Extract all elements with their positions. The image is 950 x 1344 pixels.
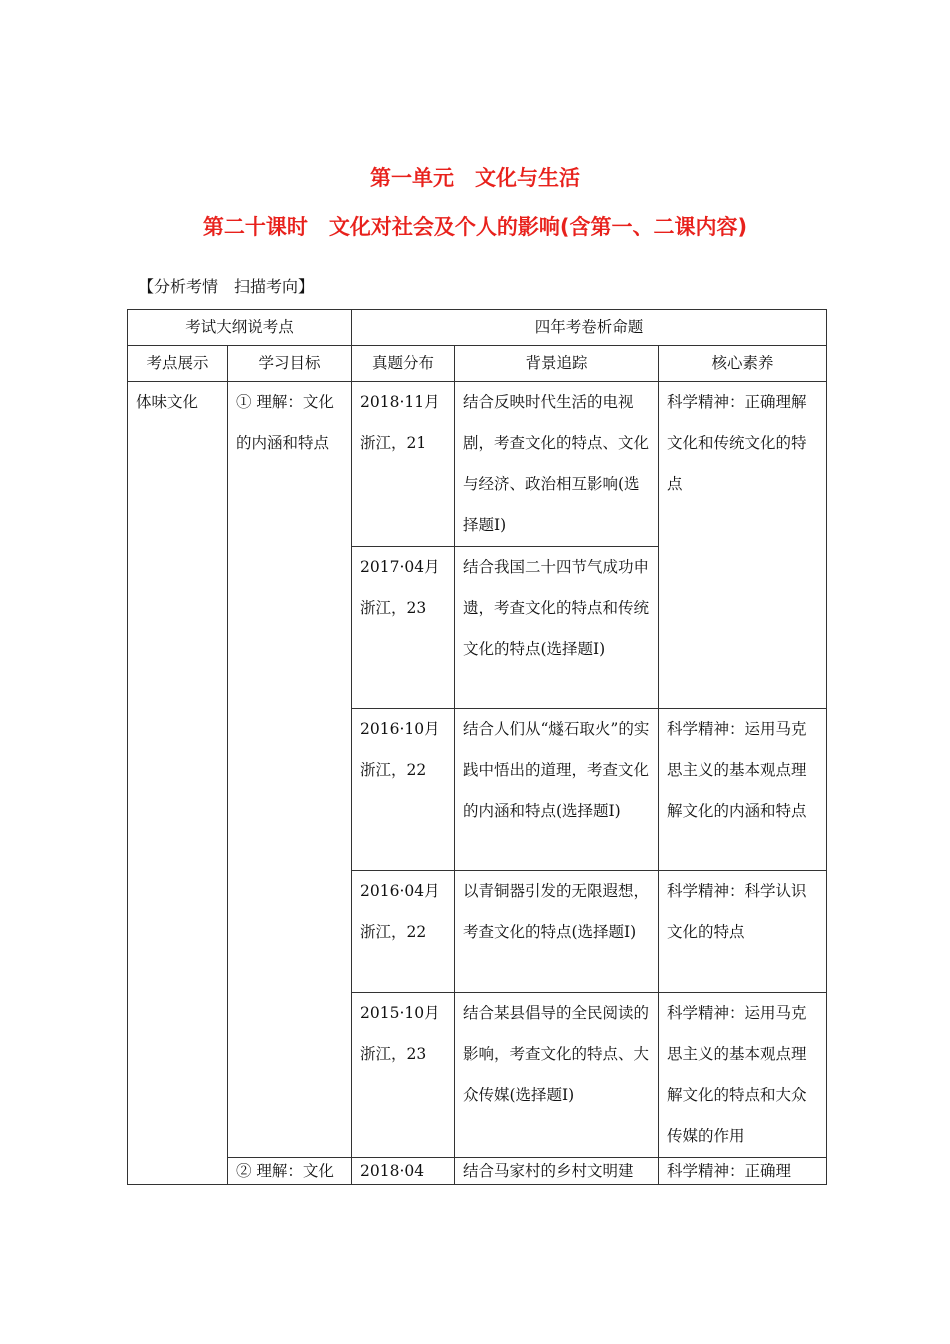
literacy-cell: 科学精神：运用马克思主义的基本观点理解文化的特点和大众传媒的作用 — [659, 993, 827, 1158]
exam-cell: 2016·10月浙江，22 — [352, 709, 455, 871]
literacy-cell: 科学精神：正确理 — [659, 1158, 827, 1185]
table-row — [128, 382, 827, 547]
column-header-goal: 学习目标 — [228, 346, 352, 382]
column-header-literacy: 核心素养 — [659, 346, 827, 382]
column-header-background: 背景追踪 — [455, 346, 659, 382]
topic-cell: 体味文化 — [128, 382, 228, 1185]
background-cell: 以青铜器引发的无限遐想，考查文化的特点(选择题Ⅰ) — [455, 871, 659, 993]
section-label: 【分析考情 扫描考向】 — [138, 277, 315, 296]
background-cell: 结合反映时代生活的电视剧，考查文化的特点、文化与经济、政治相互影响(选择题Ⅰ) — [455, 382, 659, 547]
literacy-cell: 科学精神：运用马克思主义的基本观点理解文化的内涵和特点 — [659, 709, 827, 871]
exam-cell: 2016·04月浙江，22 — [352, 871, 455, 993]
exam-cell: 2017·04月浙江，23 — [352, 547, 455, 709]
exam-analysis-table — [127, 309, 827, 1185]
background-cell: 结合我国二十四节气成功申遗，考查文化的特点和传统文化的特点(选择题Ⅰ) — [455, 547, 659, 709]
column-header-exam: 真题分布 — [352, 346, 455, 382]
exam-cell: 2018·11月浙江，21 — [352, 382, 455, 547]
goal-cell: ① 理解：文化的内涵和特点 — [228, 382, 352, 1158]
group-header-exams: 四年考卷析命题 — [352, 310, 827, 346]
table-column-header-row — [128, 346, 827, 382]
background-cell: 结合马家村的乡村文明建 — [455, 1158, 659, 1185]
background-cell: 结合人们从“燧石取火”的实践中悟出的道理，考查文化的内涵和特点(选择题Ⅰ) — [455, 709, 659, 871]
column-header-topic: 考点展示 — [128, 346, 228, 382]
unit-title: 第一单元 文化与生活 — [370, 166, 580, 190]
exam-cell: 2015·10月浙江，23 — [352, 993, 455, 1158]
goal-cell: ② 理解：文化 — [228, 1158, 352, 1185]
literacy-cell: 科学精神：科学认识文化的特点 — [659, 871, 827, 993]
background-cell: 结合某县倡导的全民阅读的影响，考查文化的特点、大众传媒(选择题Ⅰ) — [455, 993, 659, 1158]
literacy-cell: 科学精神：正确理解文化和传统文化的特点 — [659, 382, 827, 709]
exam-cell: 2018·04 — [352, 1158, 455, 1185]
table-group-header-row — [128, 310, 827, 346]
group-header-outline: 考试大纲说考点 — [128, 310, 352, 346]
lesson-title: 第二十课时 文化对社会及个人的影响(含第一、二课内容) — [202, 215, 748, 239]
table-row — [128, 1158, 827, 1185]
